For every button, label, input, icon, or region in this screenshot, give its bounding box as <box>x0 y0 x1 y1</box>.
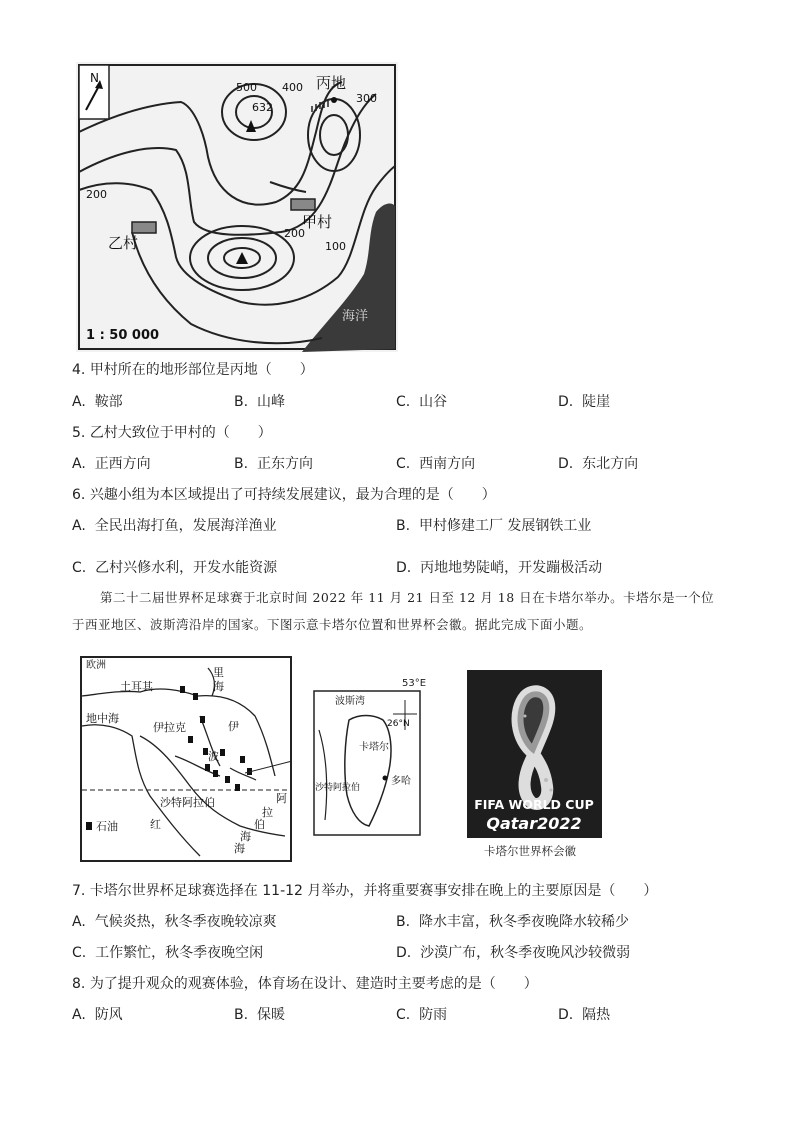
svg-text:卡塔尔: 卡塔尔 <box>359 742 389 753</box>
logo-text-line1: FIFA WORLD CUP <box>474 797 594 812</box>
world-cup-emblem <box>467 670 602 838</box>
svg-text:阿: 阿 <box>276 792 287 805</box>
q6-option-a[interactable]: A. 全民出海打鱼，发展海洋渔业 <box>72 518 277 534</box>
north-label: N <box>90 71 99 85</box>
village-marker-jia <box>291 199 315 210</box>
svg-text:红: 红 <box>150 818 161 831</box>
contour-label: 500 <box>236 81 257 94</box>
q4-option-d[interactable]: D. 陡崖 <box>558 394 611 410</box>
svg-text:海: 海 <box>234 842 245 855</box>
question-number: 6. <box>72 487 86 503</box>
contour-label: 300 <box>356 92 377 105</box>
q5-option-c[interactable]: C. 西南方向 <box>396 456 476 472</box>
svg-text:地中海: 地中海 <box>86 712 119 725</box>
place-yi: 乙村 <box>108 234 139 252</box>
q8-option-d[interactable]: D. 隔热 <box>558 1007 611 1023</box>
svg-text:沙特阿拉伯: 沙特阿拉伯 <box>315 783 361 793</box>
q5-option-d[interactable]: D. 东北方向 <box>558 456 639 472</box>
place-jia: 甲村 <box>302 213 333 231</box>
q6-option-d[interactable]: D. 丙地地势陡峭，开发蹦极活动 <box>396 560 603 576</box>
question-6 <box>72 484 496 504</box>
q4-option-b[interactable]: B. 山峰 <box>234 394 285 410</box>
svg-text:波斯湾: 波斯湾 <box>335 696 365 707</box>
q8-option-a[interactable]: A. 防风 <box>72 1007 123 1023</box>
q4-option-c[interactable]: C. 山谷 <box>396 394 448 410</box>
elevation-label: 632 <box>252 101 273 114</box>
q4-option-a[interactable]: A. 鞍部 <box>72 394 123 410</box>
question-stem: 卡塔尔世界杯足球赛选择在 11-12 月举办，并将重要赛事安排在晚上的主要原因是（ ） <box>89 883 658 899</box>
question-stem: 乙村大致位于甲村的（ ） <box>89 425 272 441</box>
place-bing: 丙地 <box>316 74 347 92</box>
svg-text:拉: 拉 <box>262 806 273 819</box>
question-5 <box>72 422 272 442</box>
q7-option-b[interactable]: B. 降水丰富，秋冬季夜晚降水较稀少 <box>396 914 629 930</box>
contour-map-svg <box>76 62 398 352</box>
topographic-map <box>76 62 398 352</box>
q6-option-b[interactable]: B. 甲村修建工厂 发展钢铁工业 <box>396 518 592 534</box>
question-number: 7. <box>72 883 86 899</box>
question-number: 5. <box>72 425 86 441</box>
svg-text:伊: 伊 <box>228 720 239 733</box>
question-number: 4. <box>72 362 86 378</box>
svg-text:26°N: 26°N <box>387 719 410 729</box>
q5-option-a[interactable]: A. 正西方向 <box>72 456 151 472</box>
question-stem: 甲村所在的地形部位是丙地（ ） <box>89 362 314 378</box>
question-stem: 为了提升观众的观赛体验，体育场在设计、建造时主要考虑的是（ ） <box>89 976 538 992</box>
svg-text:伯: 伯 <box>254 818 265 831</box>
q7-option-d[interactable]: D. 沙漠广布，秋冬季夜晚风沙较微弱 <box>396 945 631 961</box>
oil-legend-icon <box>86 822 92 830</box>
inset-longitude: 53°E <box>402 678 427 689</box>
ocean-label: 海洋 <box>342 309 369 324</box>
question-7 <box>72 880 657 900</box>
question-number: 8. <box>72 976 86 992</box>
question-4 <box>72 359 314 379</box>
question-8 <box>72 973 538 993</box>
q8-option-c[interactable]: C. 防雨 <box>396 1007 448 1023</box>
map-scale: 1 : 50 000 <box>86 328 160 343</box>
svg-text:多哈: 多哈 <box>391 776 411 787</box>
q5-option-b[interactable]: B. 正东方向 <box>234 456 313 472</box>
svg-text:土耳其: 土耳其 <box>120 680 153 693</box>
contour-label: 100 <box>325 240 346 253</box>
question-stem: 兴趣小组为本区域提出了可持续发展建议，最为合理的是（ ） <box>89 487 496 503</box>
svg-text:里: 里 <box>213 666 224 679</box>
intro-paragraph: 第二十二届世界杯足球赛于北京时间 2022 年 11 月 21 日至 12 月 18 日在卡塔尔举办。卡塔尔是一个位于西亚地区、波斯湾沿岸的国家。下图示意卡塔尔位置和世界杯会徽。据此完成下面小题。 <box>72 590 715 632</box>
logo-text-line2: Qatar2022 <box>486 814 582 833</box>
contour-label: 400 <box>282 81 303 94</box>
svg-text:伊拉克: 伊拉克 <box>153 721 186 734</box>
svg-text:波: 波 <box>208 750 219 763</box>
q7-option-a[interactable]: A. 气候炎热，秋冬季夜晚较凉爽 <box>72 914 277 930</box>
legend-oil: 石油 <box>96 820 118 833</box>
svg-text:海: 海 <box>213 680 224 693</box>
contour-label: 200 <box>284 227 305 240</box>
svg-text:沙特阿拉伯: 沙特阿拉伯 <box>160 796 215 809</box>
svg-text:海: 海 <box>240 830 251 843</box>
village-marker-yi <box>132 222 156 233</box>
middle-east-map <box>80 656 292 862</box>
svg-text:欧洲: 欧洲 <box>86 660 106 671</box>
contour-label: 200 <box>86 188 107 201</box>
q7-option-c[interactable]: C. 工作繁忙，秋冬季夜晚空闲 <box>72 945 264 961</box>
q8-option-b[interactable]: B. 保暖 <box>234 1007 285 1023</box>
q6-option-c[interactable]: C. 乙村兴修水利，开发水能资源 <box>72 560 278 576</box>
qatar-inset-map <box>313 690 421 836</box>
emblem-caption: 卡塔尔世界杯会徽 <box>484 844 576 858</box>
